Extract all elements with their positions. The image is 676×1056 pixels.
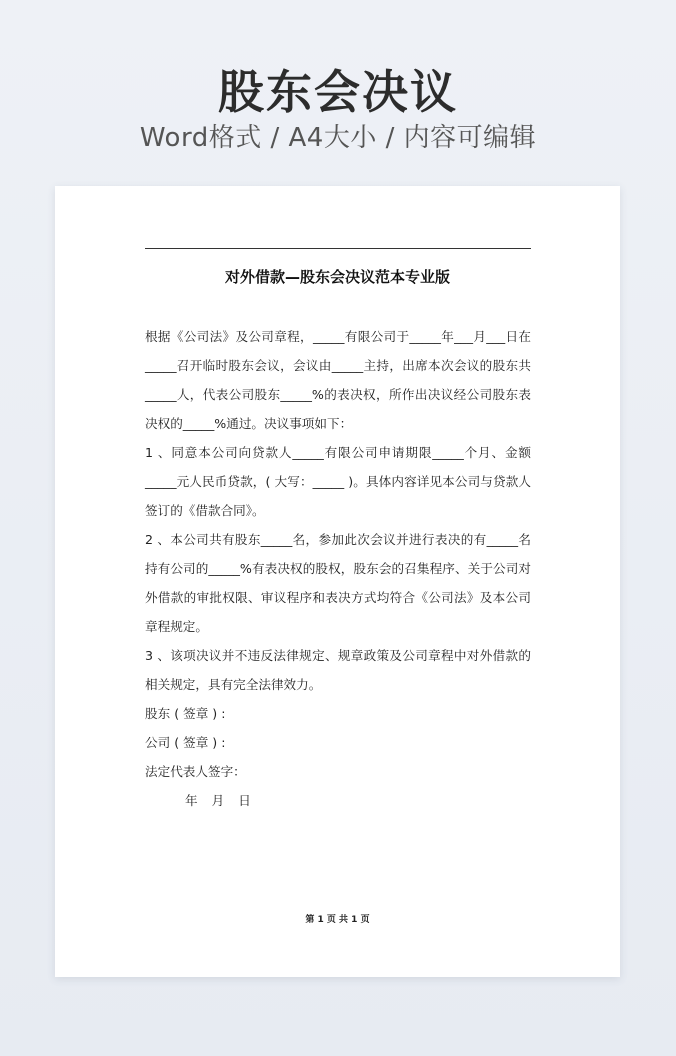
document-page xyxy=(55,186,620,977)
banner xyxy=(0,0,676,180)
banner-title: 股东会决议 xyxy=(218,65,458,119)
intro-paragraph: 根据《公司法》及公司章程，_____有限公司于_____年___月___日在_____召开临时股东会议，会议由_____主持，出席本次会议的股东共_____人，代表公司股东_____%的表决权，所作出决议经公司股东表决权的_____%通过。决议事项如下： xyxy=(145,329,531,431)
signature-date: 年 月 日 xyxy=(185,793,251,808)
resolution-item-3: 3 、该项决议并不违反法律规定、规章政策及公司章程中对外借款的相关规定，具有完全法律效力。 xyxy=(145,648,531,692)
legal-rep-signature-line: 法定代表人签字： xyxy=(145,764,246,779)
page-number-footer: 第 1 页 共 1 页 xyxy=(305,915,370,925)
company-signature-line: 公司 ( 签章 ) : xyxy=(145,735,226,750)
document-title: 对外借款—股东会决议范本专业版 xyxy=(224,268,450,286)
document-body xyxy=(145,322,531,815)
resolution-item-1: 1 、同意本公司向贷款人_____有限公司申请期限_____个月、金额_____元人民币贷款，( 大写：_____ )。具体内容详见本公司与贷款人签订的《借款合同》。 xyxy=(145,445,531,518)
shareholder-signature-line: 股东 ( 签章 ) : xyxy=(145,706,226,721)
header-rule xyxy=(145,248,531,249)
banner-subtitle: Word格式 / A4大小 / 内容可编辑 xyxy=(139,123,537,153)
resolution-item-2: 2 、本公司共有股东_____名，参加此次会议并进行表决的有_____名持有公司的_____%有表决权的股权，股东会的召集程序、关于公司对外借款的审批权限、审议程序和表决方式均符合《公司法》及本公司章程规定。 xyxy=(145,532,531,634)
